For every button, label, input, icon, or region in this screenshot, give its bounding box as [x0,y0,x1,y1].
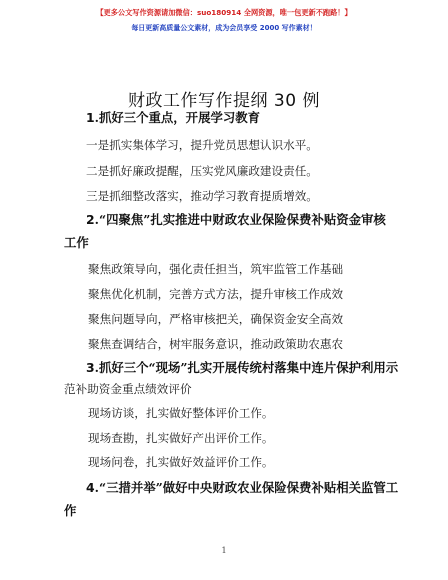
section-3-item-1: 现场访谈，扎实做好整体评价工作。 [88,406,274,420]
section-2-item-1: 聚焦政策导向，强化责任担当，筑牢监管工作基础 [88,262,344,276]
section-3-number: 3 [86,360,95,375]
section-2-item-2: 聚焦优化机制，完善方式方法，提升审核工作成效 [88,287,344,301]
section-3-heading-text: .抓好三个“现场”扎实开展传统村落集中连片保护利用示 [94,360,399,375]
section-3-heading [86,361,398,375]
page-number: 1 [221,546,227,555]
section-4-heading [86,481,398,495]
section-2-heading-continued: 工作 [64,235,89,250]
section-1-item-1: 一是抓实集体学习，提升党员思想认识水平。 [86,138,318,152]
section-1-heading [86,111,260,125]
section-1-number: 1 [86,110,95,125]
promo-banner-line-1: 【更多公文写作资源请加微信：suo180914 全网资源，唯一包更新不跑路！】 [96,8,352,17]
section-2-item-3: 聚焦问题导向，严格审核把关，确保资金安全高效 [88,312,344,326]
section-3-item-3: 现场问卷，扎实做好效益评价工作。 [88,455,274,469]
section-2-heading [86,213,386,227]
section-4-heading-text: .“三措并举”做好中央财政农业保险保费补贴相关监管工 [94,480,399,495]
section-2-item-4: 聚焦查调结合，树牢服务意识，推动政策助农惠农 [88,337,344,351]
document-title: 财政工作写作提纲 30 例 [128,91,320,111]
promo-banner-line-2: 每日更新高质量公文素材，成为会员享受 2000 写作素材！ [131,24,317,32]
section-1-item-3: 三是抓细整改落实，推动学习教育提质增效。 [86,189,318,203]
section-4-number: 4 [86,480,95,495]
section-1-heading-text: .抓好三个重点，开展学习教育 [94,110,261,125]
section-2-heading-text: .“四聚焦”扎实推进中财政农业保险保费补贴资金审核 [94,212,386,227]
section-4-heading-continued: 作 [64,503,77,518]
section-3-item-2: 现场查勘，扎实做好产出评价工作。 [88,431,274,445]
section-3-heading-continued: 范补助资金重点绩效评价 [64,382,192,396]
section-1-item-2: 二是抓好廉政提醒，压实党风廉政建设责任。 [86,164,318,178]
section-2-number: 2 [86,212,95,227]
